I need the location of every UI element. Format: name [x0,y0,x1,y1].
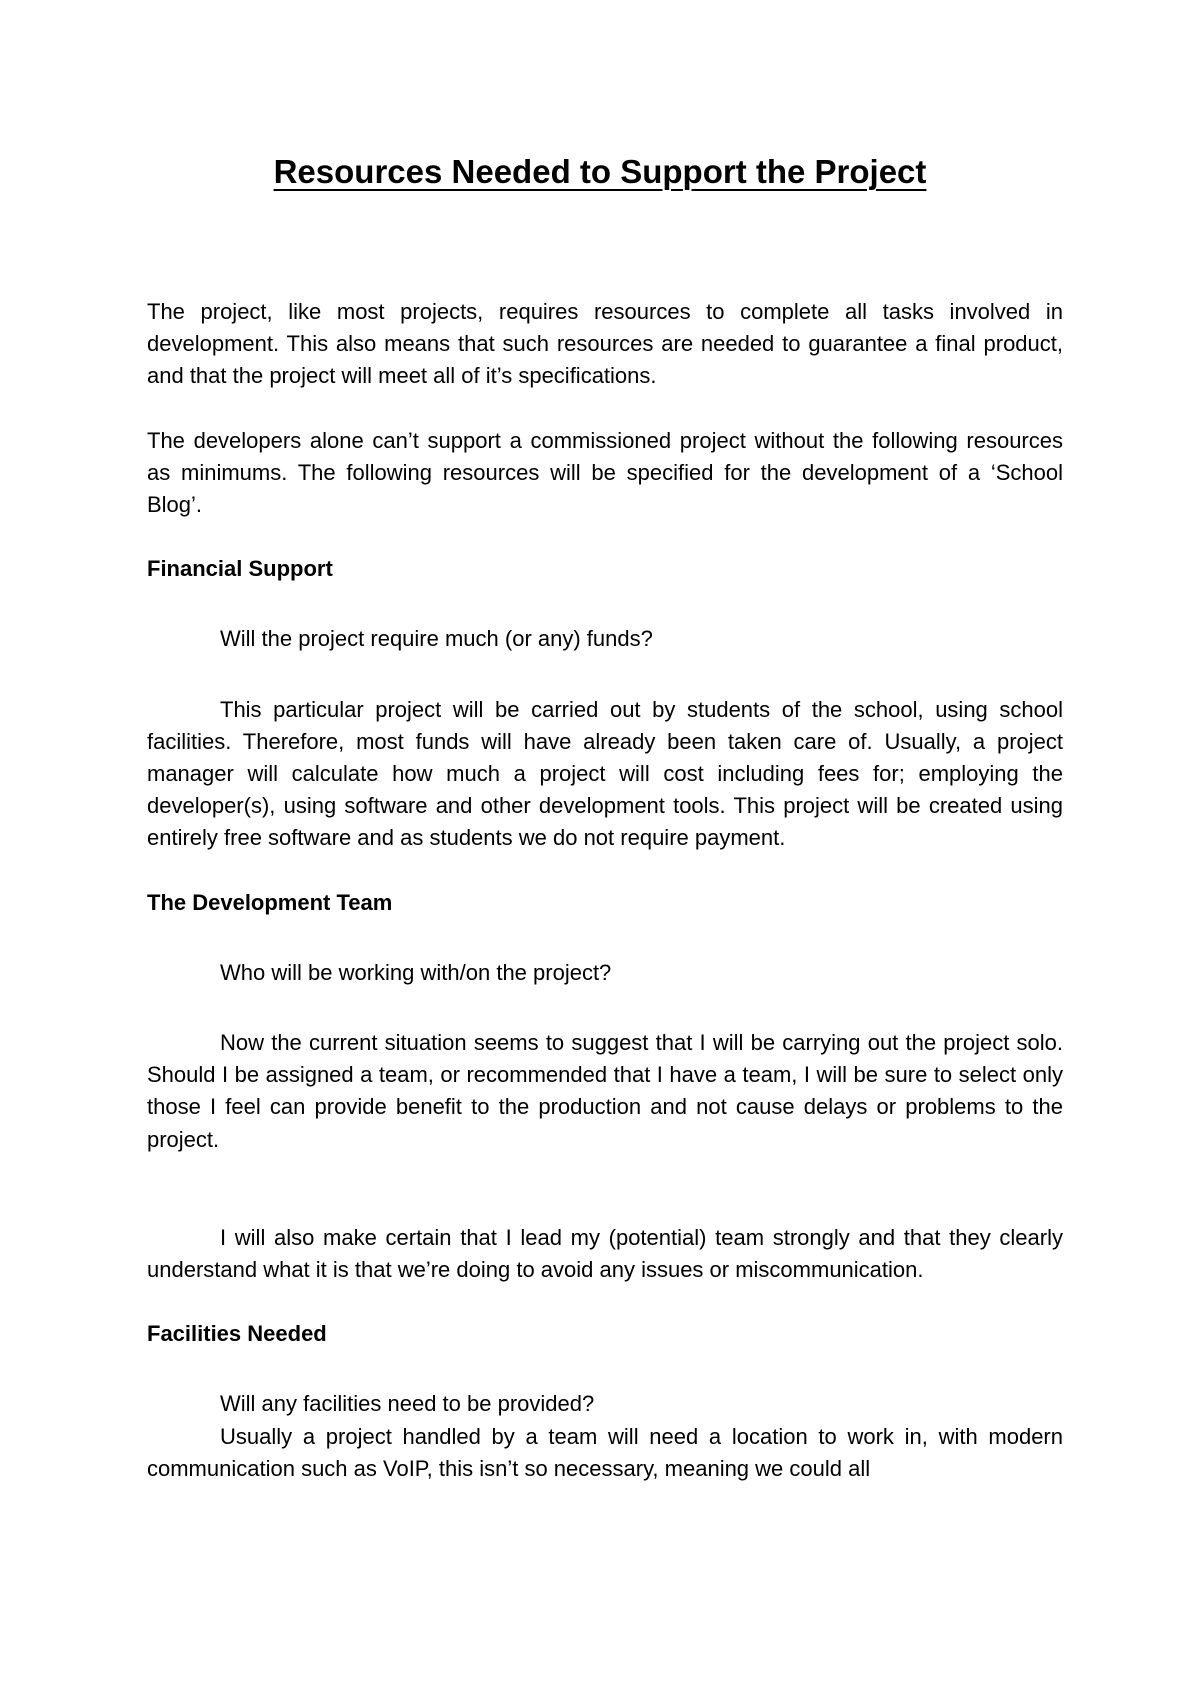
section-heading-financial-support: Financial Support [147,556,333,582]
facilities-needed-paragraph: Usually a project handled by a team will need a location to work in, with modern communication such as VoIP, this isn’t so necessary, meaning we could all [147,1423,1063,1481]
intro-paragraph-1: The project, like most projects, requires resources to complete all tasks involved in development. This also means that such resources are needed to guarantee a final product, and that the project will meet all of it’s specifications. [147,299,1063,389]
section-question-development-team: Who will be working with/on the project? [220,959,612,985]
section-heading-development-team: The Development Team [147,889,393,915]
financial-support-paragraph: This particular project will be carried out by students of the school, using school facilities. Therefore, most funds will have already been taken care of. Usually, a project manager will calculate how much a project will cost including fees for; employing the developer(s), using software and other development tools. This project will be created using entirely free software and as students we do not require payment. [147,696,1063,851]
section-heading-facilities-needed: Facilities Needed [147,1321,327,1347]
development-team-paragraph-1: Now the current situation seems to suggest that I will be carrying out the project solo. Should I be assigned a team, or recommended that I have a team, I will be sure to select only those I feel can provide benefit to the production and not cause delays or problems to the project. [147,1030,1063,1152]
section-question-financial-support: Will the project require much (or any) funds? [220,626,653,652]
intro-paragraph-2: The developers alone can’t support a commissioned project without the following resources as minimums. The following resources will be specified for the development of a ‘School Blog’. [147,427,1063,518]
development-team-paragraph-2: I will also make certain that I lead my (potential) team strongly and that they clearly understand what it is that we’re doing to avoid any issues or miscommunication. [147,1224,1063,1283]
section-question-facilities-needed: Will any facilities need to be provided? [220,1391,595,1417]
document-body [147,296,1063,1485]
document-title: Resources Needed to Support the Project [273,153,927,190]
